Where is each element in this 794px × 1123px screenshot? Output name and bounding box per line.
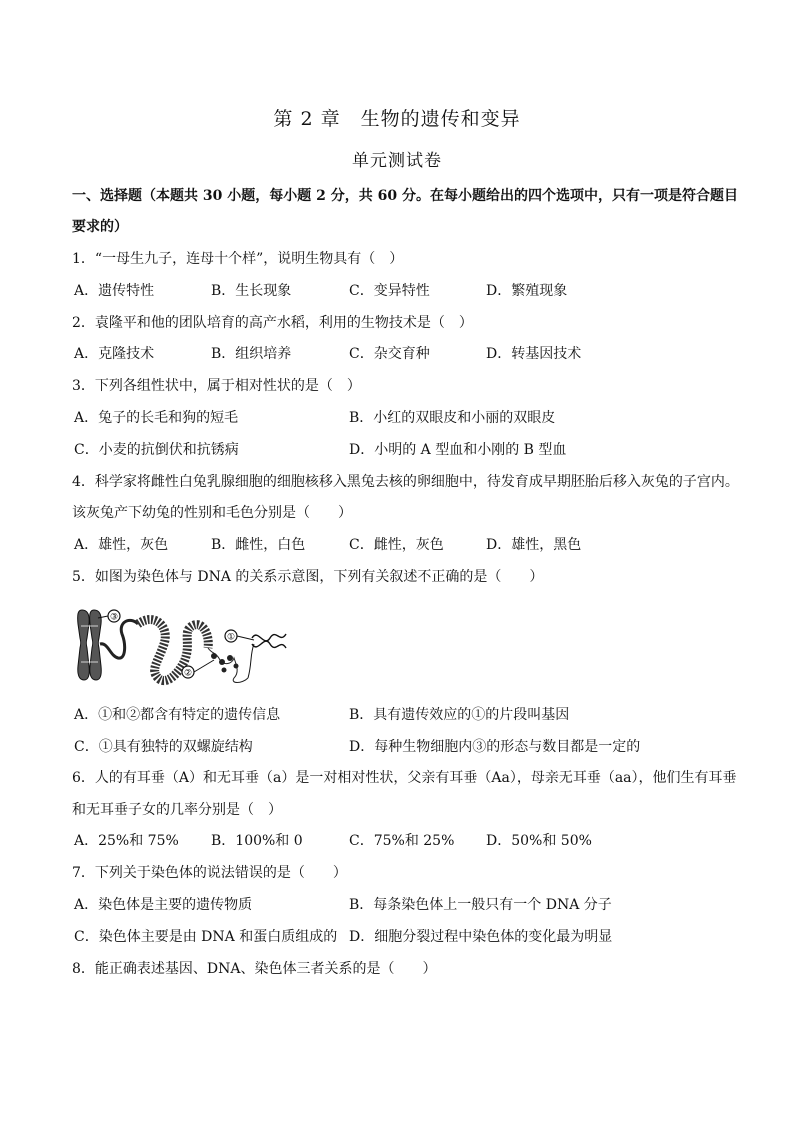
question-1-option-a: A．遗传特性 bbox=[74, 283, 155, 299]
question-3-option-b: B．小红的双眼皮和小丽的双眼皮 bbox=[349, 410, 556, 426]
coiled-strand bbox=[100, 620, 138, 658]
section-heading-cont: 要求的） bbox=[72, 219, 128, 235]
question-6-stem-cont: 和无耳垂子女的几率分别是（ ） bbox=[72, 802, 282, 818]
question-1-option-c: C．变异特性 bbox=[349, 283, 430, 299]
question-3-option-d: D．小明的 A 型血和小刚的 B 型血 bbox=[349, 442, 567, 458]
question-5-option-b: B．具有遗传效应的①的片段叫基因 bbox=[349, 707, 570, 723]
question-7-stem: 7．下列关于染色体的说法错误的是（ ） bbox=[72, 865, 347, 881]
question-6-stem: 6．人的有耳垂（A）和无耳垂（a）是一对相对性状，父亲有耳垂（Aa），母亲无耳垂（aa），他们生有耳垂 bbox=[72, 770, 737, 786]
figure-label-2: ② bbox=[183, 668, 193, 679]
question-7-option-a: A．染色体是主要的遗传物质 bbox=[74, 897, 253, 913]
question-4-stem-cont: 该灰兔产下幼兔的性别和毛色分别是（ ） bbox=[72, 505, 352, 521]
question-4-option-b: B．雌性，白色 bbox=[211, 537, 306, 553]
solenoid-coil bbox=[138, 620, 208, 681]
question-2-option-d: D．转基因技术 bbox=[486, 346, 582, 362]
figure-label-3: ③ bbox=[109, 612, 119, 623]
question-4-option-d: D．雄性，黑色 bbox=[486, 537, 582, 553]
question-2-stem: 2．袁隆平和他的团队培育的高产水稻，利用的生物技术是（ ） bbox=[72, 315, 473, 331]
question-6-option-c: C．75%和 25% bbox=[349, 833, 455, 849]
question-2-option-a: A．克隆技术 bbox=[74, 346, 155, 362]
question-1-option-d: D．繁殖现象 bbox=[486, 283, 568, 299]
section-heading: 一、选择题（本题共 30 小题，每小题 2 分，共 60 分。在每小题给出的四个选项中，只有一项是符合题目 bbox=[72, 188, 738, 204]
question-3-option-a: A．兔子的长毛和狗的短毛 bbox=[74, 410, 239, 426]
question-5-option-d: D．每种生物细胞内③的形态与数目都是一定的 bbox=[349, 739, 641, 755]
subtitle: 单元测试卷 bbox=[352, 151, 442, 171]
question-7-option-b: B．每条染色体上一般只有一个 DNA 分子 bbox=[349, 897, 612, 913]
question-1-option-b: B．生长现象 bbox=[211, 283, 292, 299]
question-8-stem: 8．能正确表述基因、DNA、染色体三者关系的是（ ） bbox=[72, 961, 437, 977]
chapter-title: 第 2 章 生物的遗传和变异 bbox=[273, 108, 521, 130]
question-5-stem: 5．如图为染色体与 DNA 的关系示意图，下列有关叙述不正确的是（ ） bbox=[72, 569, 544, 585]
figure-label-1: ① bbox=[226, 632, 236, 643]
chromosome-dna-diagram bbox=[74, 604, 288, 686]
chromosome-shape bbox=[78, 610, 102, 680]
question-3-option-c: C．小麦的抗倒伏和抗锈病 bbox=[74, 442, 239, 458]
question-5-option-c: C．①具有独特的双螺旋结构 bbox=[74, 739, 253, 755]
question-4-stem: 4．科学家将雌性白兔乳腺细胞的细胞核移入黑兔去核的卵细胞中，待发育成早期胚胎后移入灰兔的子宫内。 bbox=[72, 474, 739, 490]
question-4-option-a: A．雄性，灰色 bbox=[74, 537, 169, 553]
question-7-option-c: C．染色体主要是由 DNA 和蛋白质组成的 bbox=[74, 929, 338, 945]
question-7-option-d: D．细胞分裂过程中染色体的变化最为明显 bbox=[349, 929, 613, 945]
nucleosome-beads bbox=[211, 653, 239, 673]
question-2-option-b: B．组织培养 bbox=[211, 346, 292, 362]
helix-strand-1 bbox=[252, 634, 286, 641]
question-6-option-d: D．50%和 50% bbox=[486, 833, 592, 849]
question-5-option-a: A．①和②都含有特定的遗传信息 bbox=[74, 707, 281, 723]
question-1-stem: 1．“一母生九子，连母十个样”，说明生物具有（ ） bbox=[72, 251, 404, 267]
question-2-option-c: C．杂交育种 bbox=[349, 346, 430, 362]
question-4-option-c: C．雌性，灰色 bbox=[349, 537, 444, 553]
question-6-option-b: B．100%和 0 bbox=[211, 833, 303, 849]
linker-dna bbox=[208, 648, 248, 683]
helix-strand-2 bbox=[252, 641, 286, 648]
question-6-option-a: A．25%和 75% bbox=[74, 833, 179, 849]
question-3-stem: 3．下列各组性状中，属于相对性状的是（ ） bbox=[72, 378, 361, 394]
